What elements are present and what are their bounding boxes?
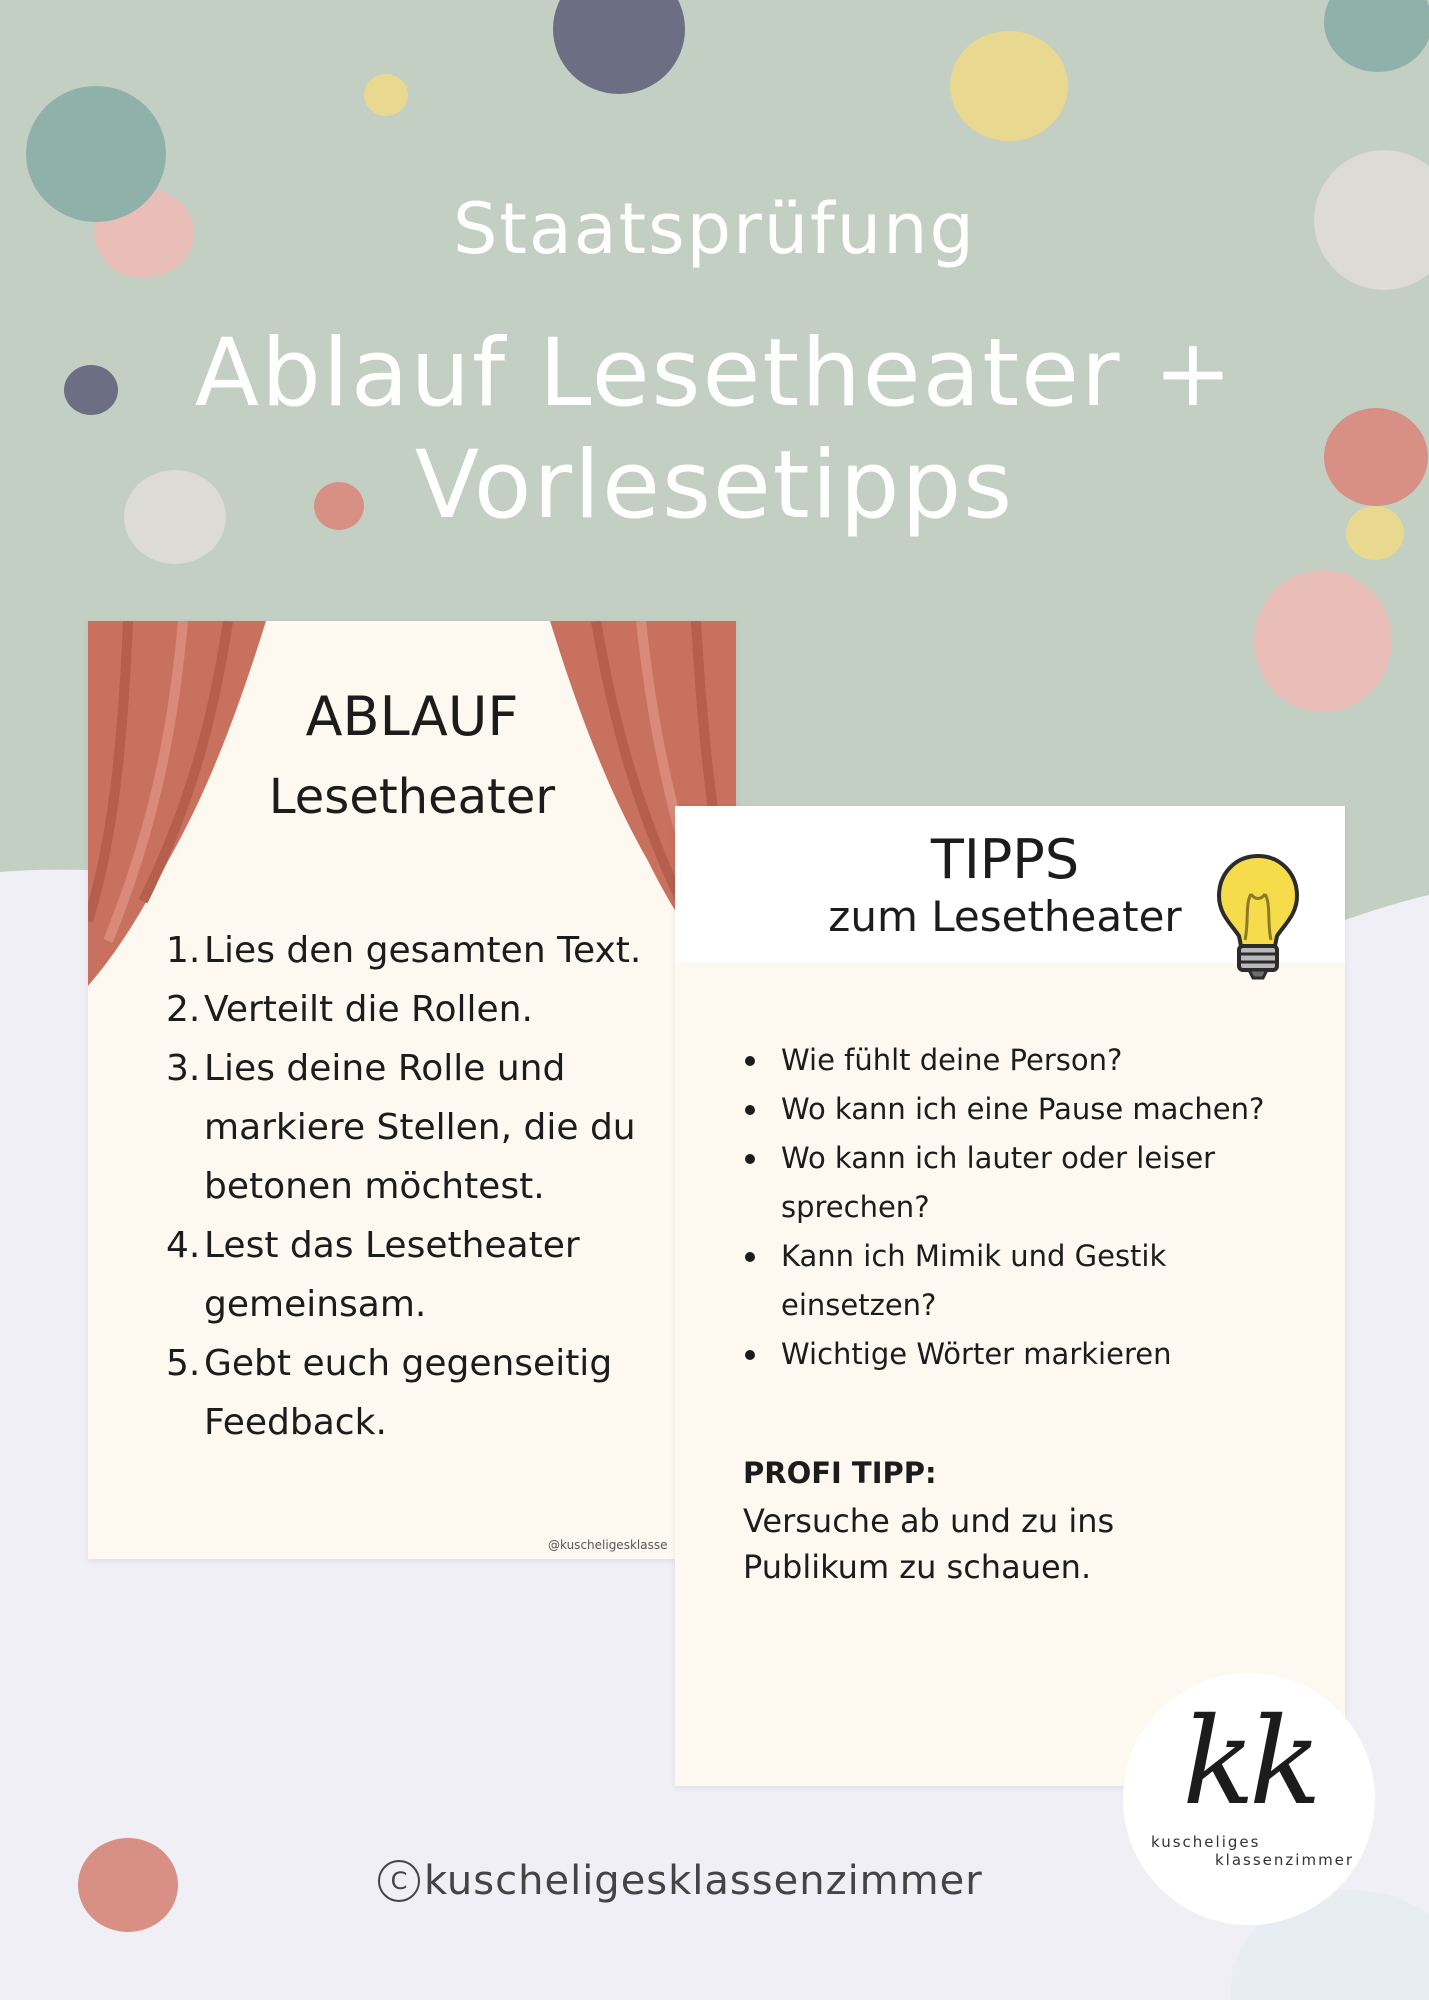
list-item [743, 1134, 1333, 1232]
list-item [166, 1039, 726, 1216]
step-text: gemeinsam. [204, 1284, 427, 1325]
profi-tipp-label: PROFI TIPP: [743, 1456, 937, 1490]
ablauf-step-list [166, 921, 726, 1452]
decorative-dot [950, 31, 1068, 141]
tip-text: einsetzen? [781, 1288, 937, 1322]
tipps-subheading: zum Lesetheater [828, 892, 1182, 941]
tipps-list [743, 1036, 1333, 1379]
logo-text: kuscheliges [1151, 1833, 1261, 1851]
step-number: 5. [166, 1343, 201, 1384]
copyright-icon: C [378, 1860, 420, 1902]
step-text: Gebt euch gegenseitig [204, 1343, 613, 1384]
list-item [743, 1330, 1333, 1379]
list-item [166, 921, 726, 980]
profi-tipp-text [743, 1498, 1303, 1590]
profi-tipp-line: Versuche ab und zu ins [743, 1502, 1115, 1540]
step-text: betonen möchtest. [204, 1166, 545, 1207]
brand-logo [1123, 1673, 1375, 1925]
page-title-line: Ablauf Lesetheater + [194, 319, 1235, 428]
step-text: markiere Stellen, die du [204, 1107, 636, 1148]
ablauf-heading: ABLAUF [305, 685, 519, 748]
decorative-dot [364, 74, 408, 116]
step-number: 4. [166, 1225, 201, 1266]
copyright-footer [378, 1856, 983, 1906]
logo-mark: kk [1182, 1693, 1316, 1832]
step-text: Lies den gesamten Text. [204, 930, 642, 971]
list-item [743, 1232, 1333, 1330]
tip-text: Wichtige Wörter markieren [781, 1337, 1172, 1371]
page-subtitle: Staatsprüfung [453, 188, 976, 270]
step-text: Lest das Lesetheater [204, 1225, 580, 1266]
ablauf-subheading: Lesetheater [268, 769, 556, 825]
tipps-heading: TIPPS [930, 828, 1080, 891]
list-item [166, 1334, 726, 1452]
step-number: 1. [166, 930, 201, 971]
logo-text: klassenzimmer [1215, 1851, 1355, 1869]
decorative-dot [78, 1838, 178, 1932]
list-item [166, 980, 726, 1039]
step-text: Lies deine Rolle und [204, 1048, 566, 1089]
list-item [743, 1036, 1333, 1085]
lightbulb-icon [1215, 852, 1301, 982]
profi-tipp-line: Publikum zu schauen. [743, 1548, 1092, 1586]
ablauf-handle: @kuscheligesklasse [548, 1538, 668, 1552]
tip-text: Wo kann ich eine Pause machen? [781, 1092, 1265, 1126]
list-item [166, 1216, 726, 1334]
step-number: 2. [166, 989, 201, 1030]
decorative-dot [1254, 570, 1392, 712]
footer-text: kuscheligesklassenzimmer [424, 1858, 983, 1904]
decorative-dot [1346, 506, 1404, 560]
step-text: Verteilt die Rollen. [204, 989, 533, 1030]
step-text: Feedback. [204, 1402, 387, 1443]
tipps-card [675, 806, 1345, 1786]
tip-text: Wo kann ich lauter oder leiser [781, 1141, 1216, 1175]
ablauf-card [88, 621, 736, 1559]
step-number: 3. [166, 1048, 201, 1089]
decorative-dot [1324, 408, 1428, 506]
page-title [100, 318, 1329, 542]
page-title-line: Vorlesetipps [414, 431, 1015, 540]
tip-text: sprechen? [781, 1190, 930, 1224]
tip-text: Kann ich Mimik und Gestik [781, 1239, 1167, 1273]
list-item [743, 1085, 1333, 1134]
tip-text: Wie fühlt deine Person? [781, 1043, 1123, 1077]
